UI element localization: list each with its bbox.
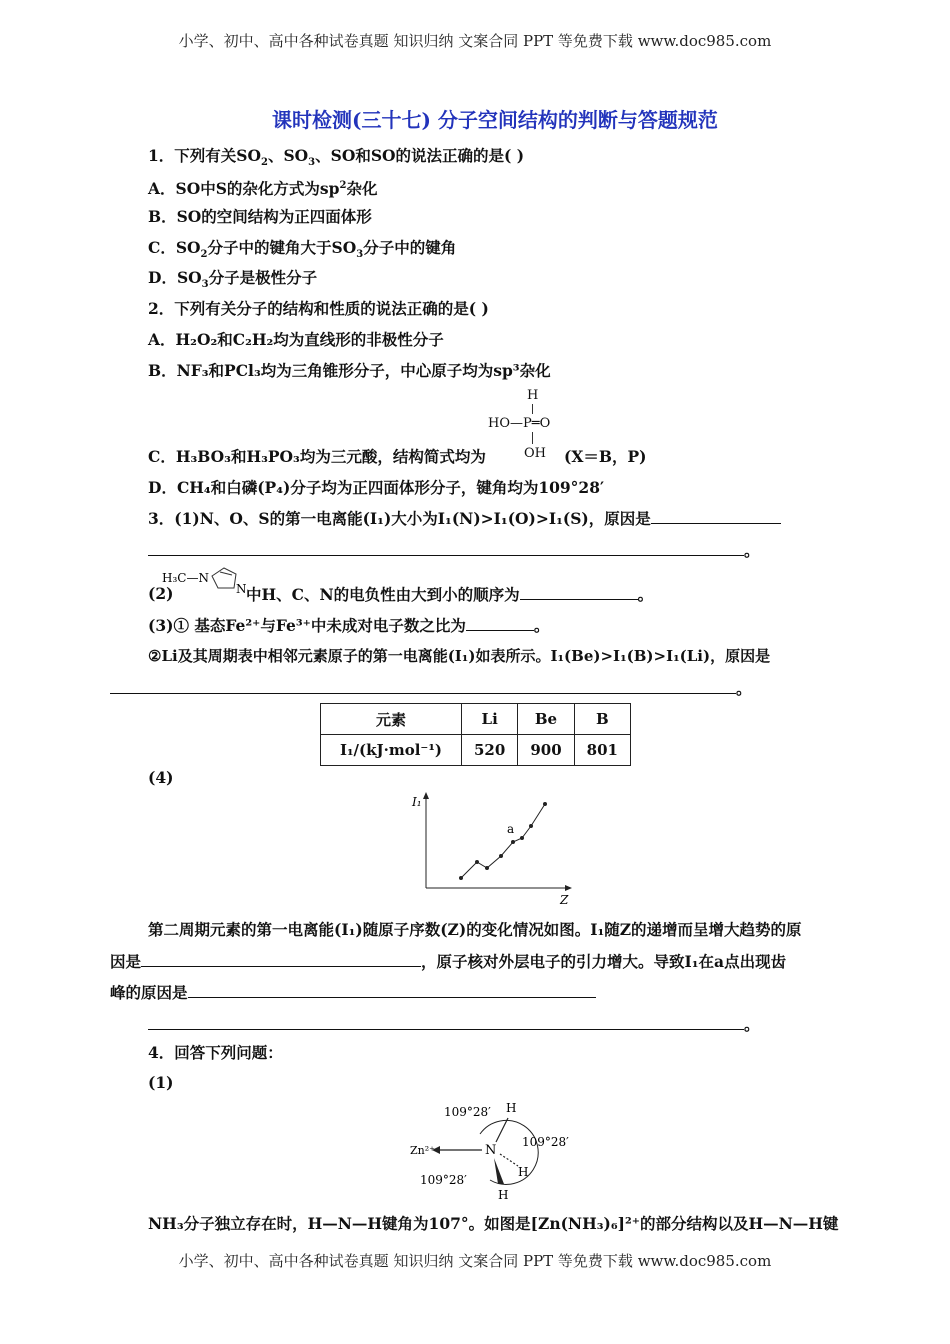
struct-h: H (527, 388, 539, 403)
q4-text: NH₃分子独立存在时，H—N—H键角为107°。如图是[Zn(NH₃)₆]²⁺的部分结构以及H—N—H键 (148, 1214, 839, 1233)
zn-nh3-structure (400, 1096, 600, 1206)
q2-option-c: C．H₃BO₃和H₃PO₃均为三元酸，结构简式均为 (148, 447, 486, 466)
angle-label: 109°28′ (420, 1173, 467, 1187)
table-header-row (321, 704, 631, 735)
q3-part3-2: ②Li及其周期表中相邻元素原子的第一电离能(I₁)如表所示。I₁(Be)>I₁(B)>I₁(Li)，原因是 (148, 647, 771, 665)
y-axis-label: I₁ (412, 795, 422, 809)
q3-part3: (3)① 基态Fe²⁺与Fe³⁺中未成对电子数之比为 。 (148, 616, 550, 635)
table-header: Li (462, 704, 518, 735)
q1-option-c: C．$SO_2$分子中的键角大于$SO_3$分子中的键角 (148, 238, 457, 261)
page-header: 小学、初中、高中各种试卷真题 知识归纳 文案合同 PPT 等免费下载 www.doc985.com (178, 32, 772, 50)
q3-part4-text-4: 。 (148, 1014, 760, 1035)
answer-blank[interactable] (148, 540, 744, 556)
angle-label: 109°28′ (522, 1135, 569, 1149)
table-header: Be (518, 704, 574, 735)
table-row-label: I₁/(kJ·mol⁻¹) (321, 735, 462, 766)
struct-bond-top (532, 404, 533, 414)
imidazole-ring (212, 568, 236, 588)
table-header: 元素 (321, 704, 462, 735)
table-cell: 520 (462, 735, 518, 766)
data-point (475, 860, 479, 864)
x-axis-arrow (565, 885, 572, 891)
data-point (511, 840, 515, 844)
x-axis-label: Z (560, 893, 569, 907)
q1-option-b: B．SO的空间结构为正四面体形 (148, 207, 372, 226)
data-point (499, 854, 503, 858)
answer-blank[interactable] (188, 982, 596, 998)
angle-label: 109°28′ (444, 1105, 491, 1119)
q1-option-a: A．SO中S的杂化方式为$sp^2$杂化 (148, 179, 378, 199)
imidazole-label: H₃C—N (162, 571, 209, 585)
point-a-label: a (507, 822, 515, 836)
q3-part1-line2: 。 (148, 540, 760, 561)
data-point (529, 824, 533, 828)
q2-option-c-tail: (X＝B，P) (564, 447, 647, 466)
q3-part4-label: (4) (148, 768, 174, 787)
q2-option-d: D．CH₄和白磷(P₄)分子均为正四面体形分子，键角均为109°28′ (148, 478, 605, 497)
struct-oh: OH (524, 446, 546, 461)
page-footer: 小学、初中、高中各种试卷真题 知识归纳 文案合同 PPT 等免费下载 www.doc985.com (178, 1252, 772, 1270)
q2-stem: 2．下列有关分子的结构和性质的说法正确的是( ) (148, 299, 489, 318)
answer-blank[interactable] (148, 1014, 744, 1030)
h-atom: H (518, 1165, 529, 1179)
page-title: 课时检测(三十七) 分子空间结构的判断与答题规范 (272, 108, 718, 132)
q3-part3-2-line2: 。 (110, 678, 752, 699)
answer-blank[interactable] (466, 615, 534, 631)
svg-text:N: N (236, 582, 247, 596)
n-h-bond-dashed (500, 1154, 518, 1166)
imidazole-structure (162, 562, 248, 598)
answer-blank[interactable] (651, 508, 781, 524)
struct-mid: HO—P═O (488, 416, 551, 431)
q3-part2: 中H、C、N的电负性由大到小的顺序为 。 (246, 585, 654, 604)
q3-part4-text-3: 峰的原因是 (110, 982, 596, 1003)
q2-option-a: A．H₂O₂和C₂H₂均为直线形的非极性分子 (148, 330, 444, 349)
q2-option-b: B．NF₃和PCl₃均为三角锥形分子，中心原子均为sp³杂化 (148, 361, 551, 380)
data-point (520, 836, 524, 840)
q3-part4-text-2: 因是 ，原子核对外层电子的引力增大。导致I₁在a点出现齿 (110, 952, 787, 971)
struct-bond-bottom (532, 432, 533, 444)
ionization-energy-graph (400, 788, 580, 908)
table-cell: 900 (518, 735, 574, 766)
y-axis-arrow (423, 792, 429, 799)
q4-part1-label: (1) (148, 1073, 174, 1092)
n-atom: N (485, 1143, 497, 1158)
q1-stem: 1．下列有关$SO_2$、$SO_3$、SO和SO的说法正确的是( ) (148, 146, 525, 169)
table-row (321, 735, 631, 766)
q3-part4-text-1: 第二周期元素的第一电离能(I₁)随原子序数(Z)的变化情况如图。I₁随Z的递增而呈增大趋势的原 (148, 920, 802, 939)
data-point (459, 876, 463, 880)
data-point (485, 866, 489, 870)
q1-option-d: D．$SO_3$分子是极性分子 (148, 268, 318, 291)
ionization-line (461, 804, 545, 878)
zn-ion: Zn²⁺ (410, 1144, 435, 1157)
data-point (543, 802, 547, 806)
table-cell: 801 (574, 735, 630, 766)
n-h-bond-wedge (494, 1158, 504, 1184)
answer-blank[interactable] (141, 951, 421, 967)
answer-blank[interactable] (520, 584, 638, 600)
table-header: B (574, 704, 630, 735)
h-atom: H (498, 1188, 509, 1202)
ionization-table (320, 703, 631, 766)
q3-part2-label: (2) (148, 584, 174, 603)
q4-stem: 4．回答下列问题： (148, 1043, 283, 1062)
answer-blank[interactable] (110, 678, 736, 694)
h-atom: H (506, 1101, 517, 1115)
q3-part1: 3．(1)N、O、S的第一电离能(I₁)大小为I₁(N)>I₁(O)>I₁(S)，原因是 (148, 508, 781, 529)
